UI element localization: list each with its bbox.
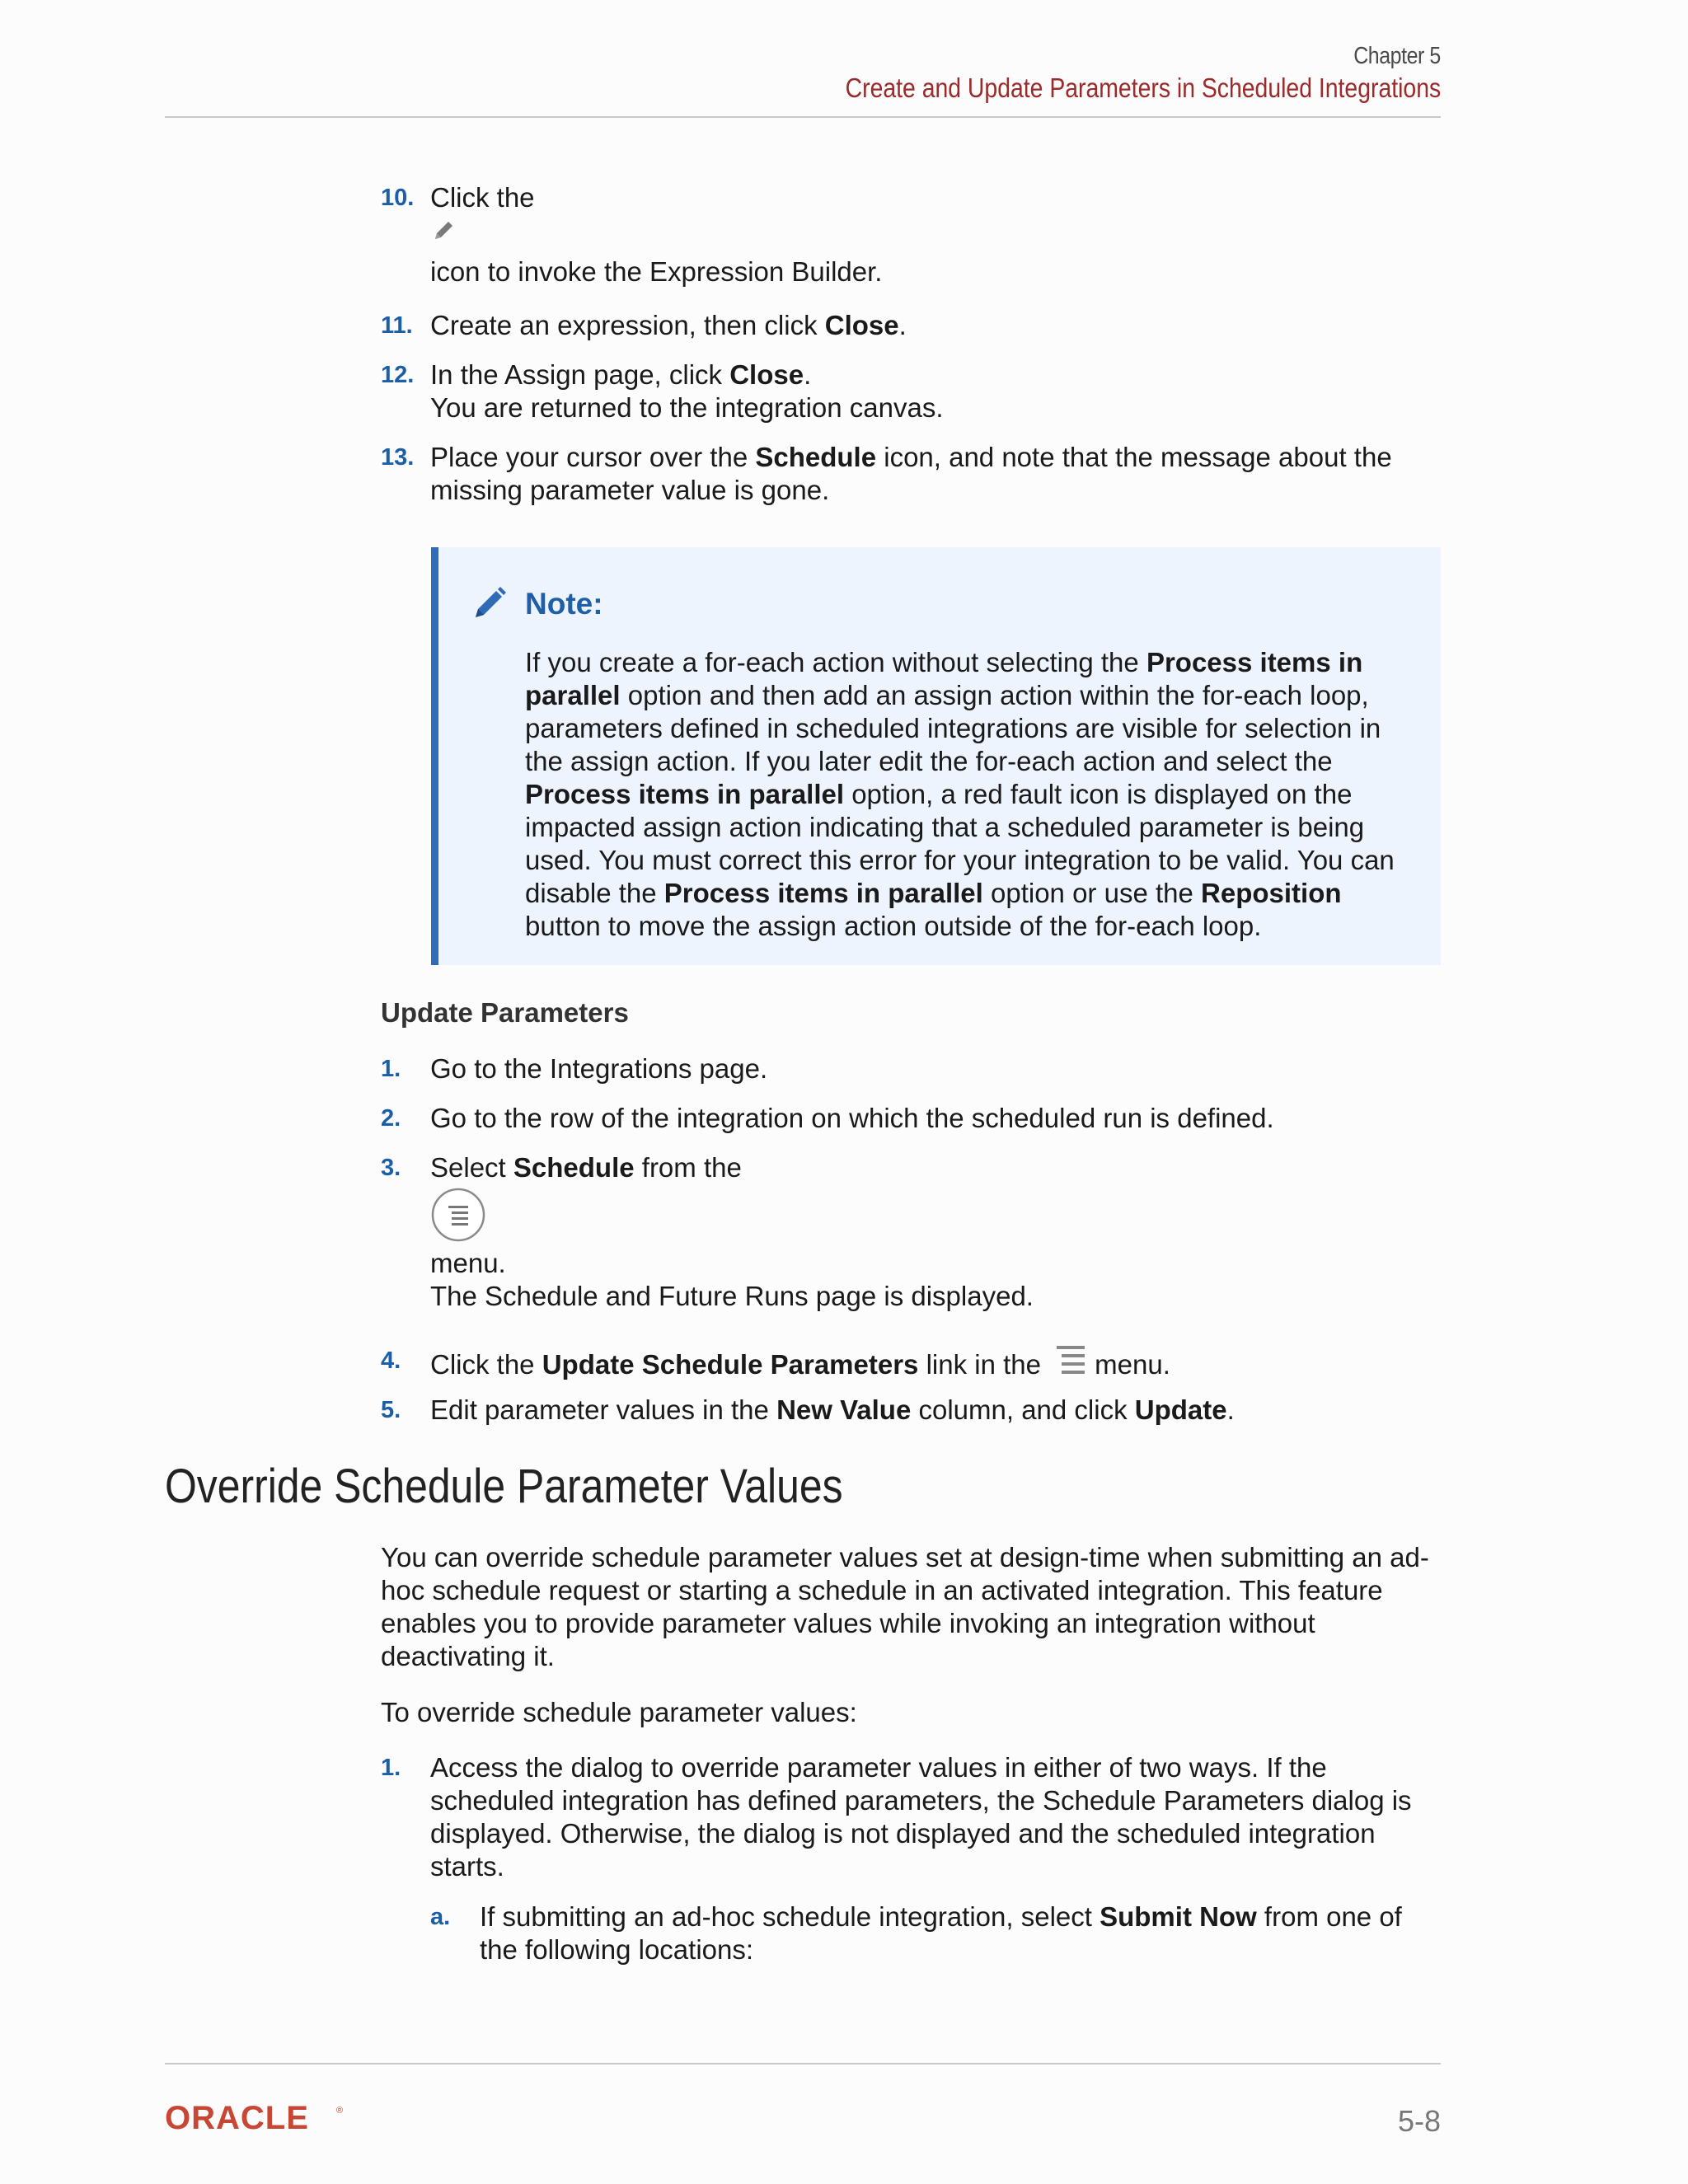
step-number: 1.	[381, 1056, 401, 1082]
update-heading: Update Parameters	[381, 997, 629, 1028]
list-item	[381, 359, 1444, 424]
step-text: from one of the following locations:	[480, 1901, 1402, 1965]
step-text: Place your cursor over the	[430, 442, 756, 472]
step-text: If submitting an ad-hoc schedule integration, select	[480, 1901, 1100, 1932]
step-text: menu.	[1095, 1349, 1170, 1380]
schedule-label: Schedule	[513, 1152, 635, 1183]
step-number: 10.	[381, 185, 415, 211]
submit-now-label: Submit Now	[1100, 1901, 1257, 1932]
step-text: In the Assign page, click	[430, 359, 730, 390]
list-item	[381, 1052, 1444, 1085]
step-text: .	[898, 310, 907, 340]
step-text: Edit parameter values in the	[430, 1394, 777, 1425]
note-box	[431, 547, 1441, 965]
step-text: Access the dialog to override parameter values in either of two ways. If the scheduled integration has defined parameters, the Schedule Parameters dialog is displayed. Otherwise, the dialog is not displayed and the scheduled integration starts.	[430, 1752, 1412, 1882]
note-title: Note:	[525, 587, 603, 621]
step-number: 1.	[381, 1755, 401, 1781]
svg-text:®: ®	[336, 2106, 344, 2116]
step-text: Click the	[430, 1349, 542, 1380]
list-item	[381, 309, 1444, 342]
footer-divider	[165, 2063, 1441, 2064]
section-heading: Override Schedule Parameter Values	[165, 1460, 843, 1513]
lead-paragraph: To override schedule parameter values:	[381, 1697, 857, 1727]
header-divider	[165, 116, 1441, 118]
step-text: icon to invoke the Expression Builder.	[430, 256, 883, 287]
note-emphasis: Process items in parallel	[525, 647, 1363, 710]
chapter-label: Chapter 5	[1353, 43, 1441, 69]
oracle-logo	[165, 2102, 354, 2139]
note-emphasis: Reposition	[1201, 878, 1342, 908]
step-text: icon, and note that the message about the missing parameter value is gone.	[430, 442, 1392, 505]
step-text: The Schedule and Future Runs page is displayed.	[430, 1281, 1034, 1311]
note-text: option or use the	[982, 878, 1202, 908]
pencil-icon	[430, 214, 1444, 255]
note-text: option, a red fault icon is displayed on the impacted assign action indicating that a scheduled parameter is being used. You must correct this error for your integration to be valid. You can disable the	[525, 779, 1395, 908]
step-text: Go to the Integrations page.	[430, 1053, 768, 1084]
step-text: menu.	[430, 1248, 506, 1278]
step-text: .	[804, 359, 812, 390]
list-item	[430, 1900, 1444, 1966]
step-text: .	[1226, 1394, 1235, 1425]
new-value-label: New Value	[776, 1394, 912, 1425]
step-number: 3.	[381, 1155, 401, 1181]
step-number: 5.	[381, 1397, 401, 1423]
step-text: Click the	[430, 182, 535, 213]
list-item	[381, 1394, 1444, 1427]
list-item	[381, 441, 1444, 507]
pencil-icon	[471, 585, 508, 626]
step-text: link in the	[918, 1349, 1041, 1380]
note-text: button to move the assign action outside of the for-each loop.	[525, 911, 1262, 941]
intro-paragraph: You can override schedule parameter values set at design-time when submitting an ad-hoc schedule request or starting a schedule in an activated integration. This feature enables you to provide parameter values while invoking an integration without deactivating it.	[381, 1542, 1429, 1671]
hamburger-circle-icon	[430, 1184, 1444, 1247]
list-item	[381, 1102, 1444, 1135]
hamburger-icon	[1053, 1344, 1090, 1385]
step-number: 12.	[381, 362, 415, 388]
list-item	[381, 1151, 1444, 1324]
list-item	[381, 1344, 1444, 1380]
step-text: column, and click	[911, 1394, 1135, 1425]
svg-text:ORACLE: ORACLE	[165, 2102, 309, 2135]
step-text: Select	[430, 1152, 513, 1183]
step-text: from the	[634, 1152, 742, 1183]
step-number: 11.	[381, 312, 413, 339]
step-text: Go to the row of the integration on which the scheduled run is defined.	[430, 1103, 1274, 1133]
section-title: Create and Update Parameters in Scheduled Integrations	[845, 73, 1441, 103]
substep-letter: a.	[430, 1904, 451, 1930]
note-emphasis: Process items in parallel	[663, 878, 983, 908]
note-text: option and then add an assign action within the for-each loop, parameters defined in scheduled integrations are visible for selection in the assign action. If you later edit the for-each action and select the	[525, 680, 1381, 776]
update-schedule-parameters-label: Update Schedule Parameters	[542, 1349, 919, 1380]
note-body	[525, 646, 1415, 943]
note-emphasis: Process items in parallel	[525, 779, 845, 809]
page-number: 5-8	[1397, 2104, 1441, 2138]
update-label: Update	[1134, 1394, 1227, 1425]
schedule-label: Schedule	[755, 442, 877, 472]
step-number: 13.	[381, 444, 415, 471]
step-number: 2.	[381, 1105, 401, 1132]
step-text: Create an expression, then click	[430, 310, 825, 340]
step-number: 4.	[381, 1347, 401, 1374]
close-label: Close	[824, 310, 899, 340]
close-label: Close	[729, 359, 804, 390]
list-item	[381, 181, 1444, 288]
note-text: If you create a for-each action without selecting the	[525, 647, 1146, 677]
step-text: You are returned to the integration canvas.	[430, 392, 944, 423]
list-item	[381, 1751, 1444, 1883]
